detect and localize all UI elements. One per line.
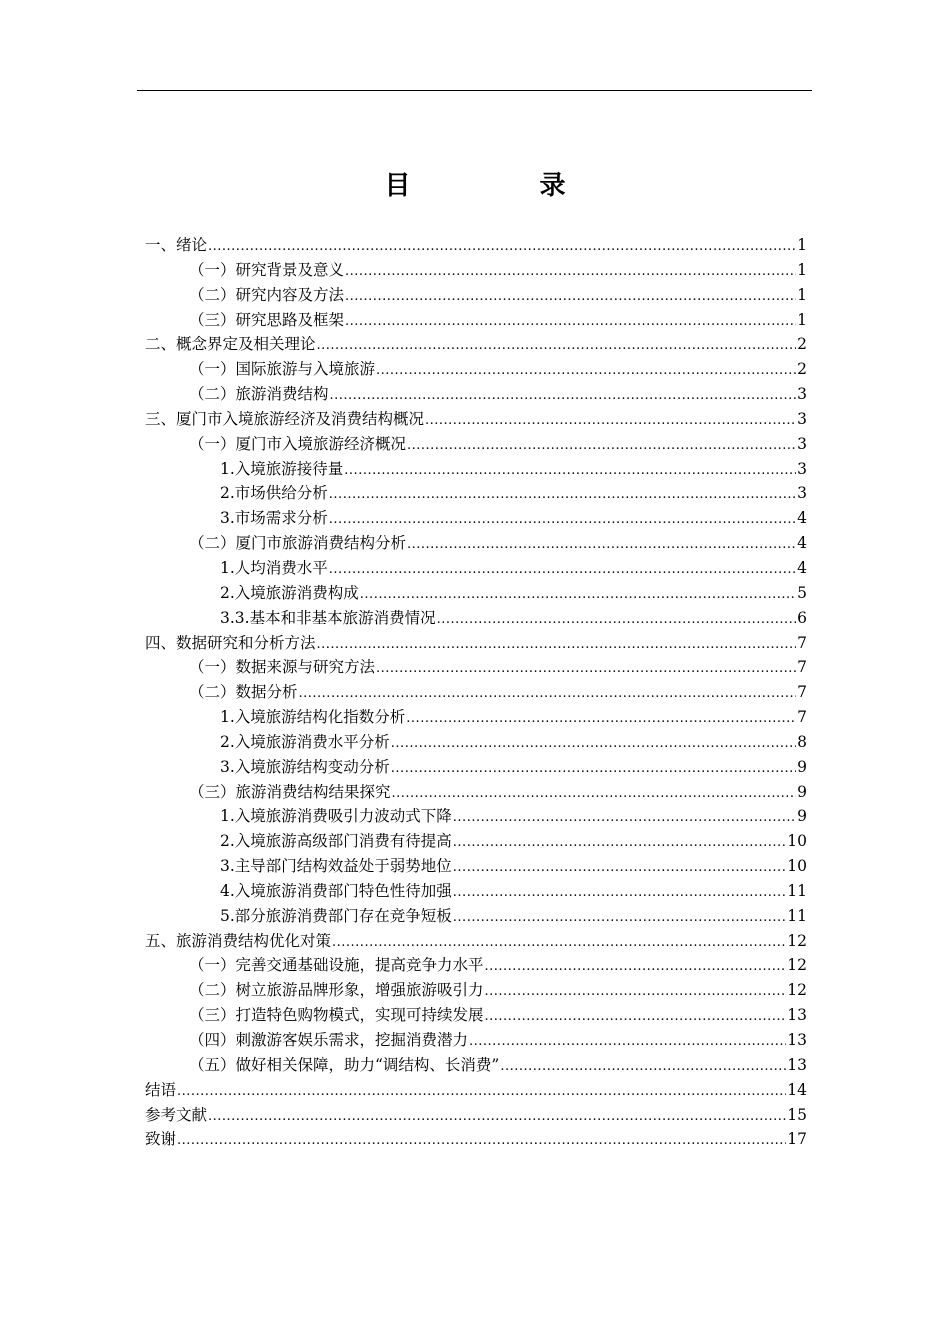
dot-leader	[425, 407, 796, 434]
toc-entry-label: （一）厦门市入境旅游经济概况	[189, 434, 407, 453]
toc-entry[interactable]	[145, 332, 807, 357]
toc-entry[interactable]	[145, 1078, 807, 1103]
dot-leader	[469, 1028, 786, 1055]
toc-entry-page-number: 7	[797, 708, 807, 727]
dot-leader	[177, 1078, 786, 1105]
toc-entry-page-number: 2	[797, 360, 807, 379]
dot-leader	[329, 481, 796, 508]
toc-entry-page-number: 13	[787, 1031, 807, 1049]
header-rule	[137, 90, 812, 91]
dot-leader	[485, 1003, 787, 1030]
dot-leader	[437, 606, 797, 633]
toc-entry-page-number: 12	[787, 931, 807, 950]
toc-entry[interactable]	[145, 357, 807, 382]
dot-leader	[407, 531, 796, 558]
toc-entry-page-number: 10	[787, 832, 807, 851]
toc-entry[interactable]	[145, 854, 807, 879]
dot-leader	[453, 879, 786, 906]
toc-entry[interactable]	[145, 407, 807, 432]
toc-entry-label: 一、绪论	[145, 236, 208, 254]
toc-entry-page-number: 9	[797, 807, 807, 826]
dot-leader	[391, 755, 796, 782]
dot-leader	[453, 829, 786, 856]
dot-leader	[407, 432, 796, 459]
toc-entry[interactable]	[145, 904, 807, 929]
toc-entry[interactable]	[145, 556, 807, 581]
toc-entry-page-number: 11	[787, 881, 807, 900]
toc-entry[interactable]	[145, 531, 807, 556]
toc-entry-label: （三）研究思路及框架	[189, 310, 345, 329]
toc-entry[interactable]	[145, 953, 807, 978]
toc-entry-label: （二）树立旅游品牌形象，增强旅游吸引力	[189, 981, 484, 1000]
toc-entry-page-number: 17	[787, 1130, 807, 1149]
toc-entry-page-number: 7	[797, 683, 807, 702]
dot-leader	[208, 1103, 786, 1130]
toc-entry-label: 3.主导部门结构效益处于弱势地位	[220, 857, 452, 876]
toc-entry[interactable]	[145, 879, 807, 904]
toc-entry-page-number: 5	[797, 583, 807, 602]
toc-entry-page-number: 3	[797, 409, 807, 428]
toc-entry-label: 五、旅游消费结构优化对策	[145, 931, 332, 950]
toc-entry[interactable]	[145, 705, 807, 730]
dot-leader	[485, 978, 787, 1005]
toc-entry-label: （四）刺激游客娱乐需求，挖掘消费潜力	[189, 1031, 469, 1049]
dot-leader	[453, 854, 786, 881]
toc-entry-label: 1.入境旅游接待量	[220, 459, 344, 478]
toc-entry[interactable]	[145, 978, 807, 1003]
dot-leader	[208, 233, 796, 260]
toc-entry-page-number: 1	[797, 260, 807, 279]
toc-entry-page-number: 3	[797, 484, 807, 503]
dot-leader	[177, 1127, 786, 1154]
page-title: 目 录	[384, 171, 626, 201]
toc-entry-page-number: 6	[797, 608, 807, 627]
toc-entry[interactable]	[145, 1053, 807, 1078]
dot-leader	[360, 581, 796, 608]
dot-leader	[392, 780, 797, 807]
toc-entry-label: （一）数据来源与研究方法	[189, 658, 376, 677]
toc-entry[interactable]	[145, 1003, 807, 1028]
toc-entry-label: 三、厦门市入境旅游经济及消费结构概况	[145, 409, 425, 428]
toc-entry-label: 3.入境旅游结构变动分析	[220, 757, 390, 776]
toc-entry-label: 2.入境旅游高级部门消费有待提高	[220, 832, 452, 851]
dot-leader	[345, 283, 796, 310]
toc-entry-page-number: 4	[797, 509, 807, 528]
toc-entry[interactable]	[145, 1028, 807, 1053]
toc-entry-page-number: 3	[797, 385, 807, 404]
toc-entry[interactable]	[145, 382, 807, 407]
toc-entry[interactable]	[145, 581, 807, 606]
toc-entry-page-number: 7	[797, 658, 807, 677]
dot-leader	[299, 680, 797, 707]
dot-leader	[329, 506, 796, 533]
table-of-contents	[145, 233, 807, 1152]
toc-entry-label: 2.市场供给分析	[220, 484, 328, 503]
dot-leader	[376, 655, 796, 682]
toc-entry-label: （三）旅游消费结构结果探究	[189, 782, 391, 801]
toc-entry[interactable]	[145, 283, 807, 308]
toc-entry-page-number: 13	[787, 1055, 807, 1074]
toc-entry-label: （五）做好相关保障，助力“调结构、长消费”	[189, 1055, 500, 1074]
toc-entry-label: 1.入境旅游消费吸引力波动式下降	[220, 807, 452, 826]
toc-entry-label: 参考文献	[145, 1105, 208, 1124]
toc-entry[interactable]	[145, 1103, 807, 1128]
toc-entry-page-number: 11	[787, 906, 807, 925]
toc-entry-label: 2.入境旅游消费水平分析	[220, 732, 390, 751]
toc-entry-page-number: 3	[797, 459, 807, 478]
toc-entry[interactable]	[145, 457, 807, 482]
dot-leader	[317, 332, 797, 359]
dot-leader	[453, 804, 796, 831]
dot-leader	[330, 382, 797, 409]
toc-entry-page-number: 12	[787, 956, 807, 975]
toc-entry-label: （一）研究背景及意义	[189, 260, 345, 279]
dot-leader	[329, 556, 796, 583]
toc-entry-label: 3.市场需求分析	[220, 509, 328, 528]
dot-leader	[345, 308, 796, 335]
toc-entry[interactable]	[145, 780, 807, 805]
toc-entry-page-number: 7	[797, 633, 807, 652]
toc-entry-label: （二）厦门市旅游消费结构分析	[189, 534, 407, 553]
dot-leader	[406, 705, 796, 732]
toc-entry[interactable]	[145, 308, 807, 333]
dot-leader	[317, 631, 797, 658]
toc-entry-page-number: 2	[797, 335, 807, 354]
toc-entry-page-number: 1	[797, 310, 807, 329]
toc-entry-label: 二、概念界定及相关理论	[145, 335, 316, 354]
dot-leader	[344, 457, 796, 484]
toc-entry[interactable]	[145, 631, 807, 656]
toc-entry-label: 2.入境旅游消费构成	[220, 583, 359, 602]
toc-entry-label: （二）旅游消费结构	[189, 385, 329, 404]
toc-entry-label: 四、数据研究和分析方法	[145, 633, 316, 652]
toc-entry[interactable]	[145, 506, 807, 531]
toc-entry-page-number: 15	[787, 1105, 807, 1124]
toc-entry-label: 4.入境旅游消费部门特色性待加强	[220, 881, 452, 900]
toc-entry-page-number: 4	[797, 558, 807, 577]
toc-entry[interactable]	[145, 1127, 807, 1152]
toc-entry-label: 1.入境旅游结构化指数分析	[220, 708, 406, 727]
toc-entry-page-number: 10	[787, 857, 807, 876]
toc-entry-page-number: 1	[797, 236, 807, 254]
toc-entry[interactable]	[145, 755, 807, 780]
toc-entry-page-number: 14	[787, 1080, 807, 1099]
toc-entry[interactable]	[145, 258, 807, 283]
toc-entry-page-number: 4	[797, 534, 807, 553]
dot-leader	[485, 953, 787, 980]
toc-entry[interactable]	[145, 829, 807, 854]
toc-entry-label: （三）打造特色购物模式，实现可持续发展	[189, 1006, 484, 1025]
toc-entry[interactable]	[145, 606, 807, 631]
toc-entry[interactable]	[145, 680, 807, 705]
toc-entry-page-number: 9	[797, 782, 807, 801]
toc-entry-label: 3.3.基本和非基本旅游消费情况	[220, 608, 436, 627]
toc-entry-page-number: 9	[797, 757, 807, 776]
dot-leader	[345, 258, 796, 285]
dot-leader	[376, 357, 796, 384]
toc-entry[interactable]	[145, 730, 807, 755]
toc-entry-page-number: 1	[797, 285, 807, 304]
toc-entry-page-number: 3	[797, 434, 807, 453]
dot-leader	[332, 929, 786, 956]
toc-entry[interactable]	[145, 929, 807, 954]
toc-entry-label: （一）国际旅游与入境旅游	[189, 360, 376, 379]
toc-entry-label: 致谢	[145, 1130, 177, 1149]
toc-entry[interactable]	[145, 481, 807, 506]
toc-entry-label: （一）完善交通基础设施，提高竞争力水平	[189, 956, 484, 975]
toc-entry[interactable]	[145, 233, 807, 258]
dot-leader	[391, 730, 796, 757]
toc-entry-label: （二）研究内容及方法	[189, 285, 345, 304]
toc-entry-label: 1.人均消费水平	[220, 558, 328, 577]
toc-entry[interactable]	[145, 655, 807, 680]
dot-leader	[453, 904, 786, 931]
toc-entry-page-number: 13	[787, 1006, 807, 1025]
toc-entry[interactable]	[145, 804, 807, 829]
toc-entry-page-number: 12	[787, 981, 807, 1000]
toc-entry-label: 结语	[145, 1080, 177, 1099]
dot-leader	[500, 1053, 786, 1080]
toc-entry[interactable]	[145, 432, 807, 457]
toc-entry-label: （二）数据分析	[189, 683, 298, 702]
toc-entry-page-number: 8	[797, 732, 807, 751]
toc-entry-label: 5.部分旅游消费部门存在竞争短板	[220, 906, 452, 925]
